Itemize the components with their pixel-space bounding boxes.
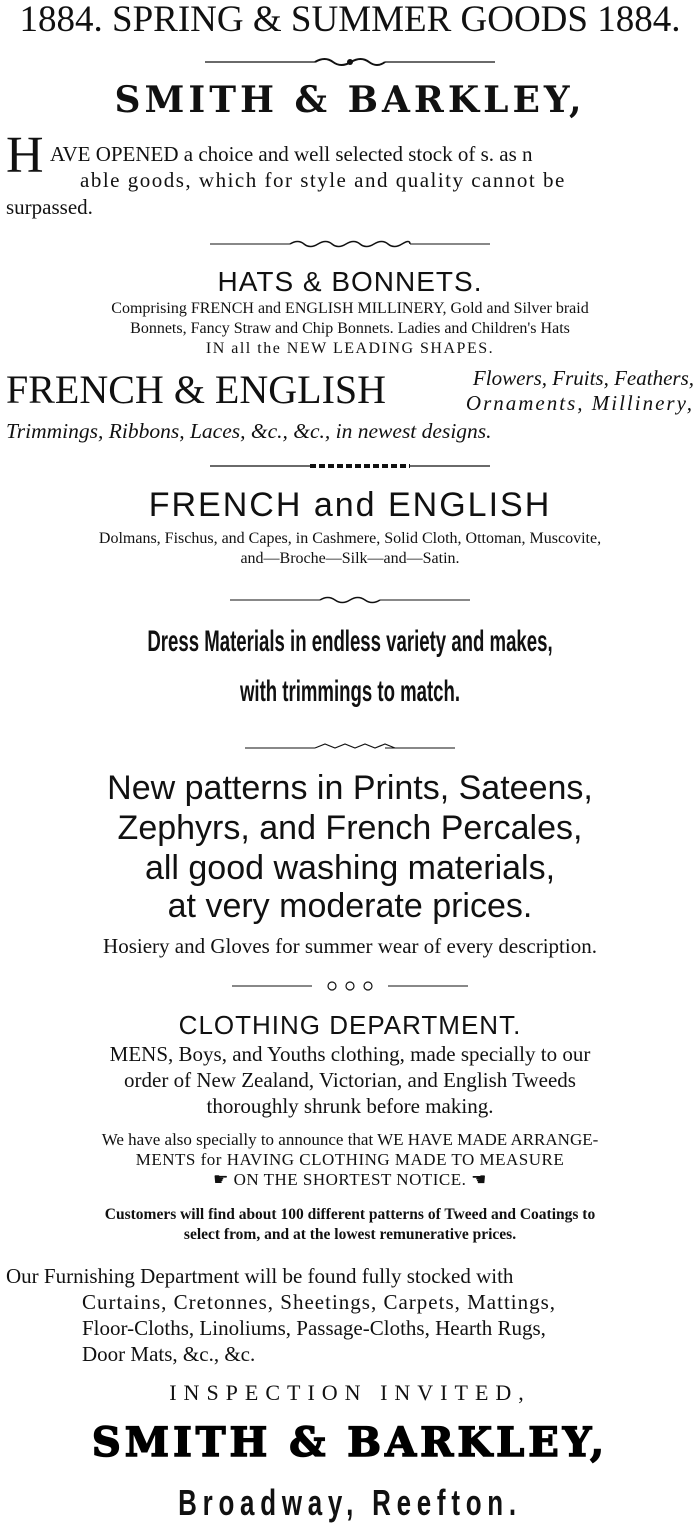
hats-line-1: Comprising FRENCH and ENGLISH MILLINERY, Gold and Silver braid [111, 300, 589, 317]
flowers-line-2: Ornaments, Millinery, [465, 391, 694, 415]
inspection-invited: INSPECTION INVITED, [169, 1380, 531, 1405]
clothing-line-2: order of New Zealand, Victorian, and English Tweeds [124, 1068, 576, 1092]
furnishing-line-2: Curtains, Cretonnes, Sheetings, Carpets, Mattings, [82, 1290, 557, 1314]
dress-line-1: Dress Materials in endless variety and makes, [147, 625, 553, 658]
measure-line-2: MENTS for HAVING CLOTHING MADE TO MEASURE [135, 1150, 565, 1169]
measure-line-1: We have also specially to announce that WE HAVE MADE ARRANGE- [101, 1130, 599, 1149]
clothing-line-1: MENS, Boys, and Youths clothing, made specially to our [109, 1042, 591, 1066]
ornamental-rule-5 [245, 742, 455, 754]
clothing-heading: CLOTHING DEPARTMENT. [178, 1010, 522, 1040]
furnishing-line-3: Floor-Cloths, Linoliums, Passage-Cloths, Hearth Rugs, [82, 1316, 546, 1340]
furnishing-line-1: Our Furnishing Department will be found fully stocked with [6, 1264, 514, 1288]
firm-name-heading: SMITH & BARKLEY, [114, 79, 586, 121]
measure-line-3-wrap [0, 1170, 700, 1190]
prints-line-2: Zephyrs, and French Percales, [117, 809, 583, 847]
pointing-hand-icon: ☚ [471, 1170, 487, 1190]
hats-heading: HATS & BONNETS. [217, 266, 483, 297]
hats-line-2: Bonnets, Fancy Straw and Chip Bonnets. Ladies and Children's Hats [130, 320, 570, 337]
flowers-line-1: Flowers, Fruits, Feathers, [472, 366, 694, 390]
closing-address: Broadway, Reefton. [178, 1482, 522, 1523]
prints-line-1: New patterns in Prints, Sateens, [107, 769, 593, 807]
dolmans-line-1: Dolmans, Fischus, and Capes, in Cashmere, Solid Cloth, Ottoman, Muscovite, [98, 530, 602, 547]
patterns-line-2: select from, and at the lowest remunerative prices. [183, 1226, 517, 1243]
ornamental-rule-6 [232, 980, 468, 992]
french-english-lead: FRENCH & ENGLISH [6, 367, 387, 412]
measure-line-3: ON THE SHORTEST NOTICE. [233, 1170, 467, 1189]
intro-line-2: able goods, which for style and quality cannot be [80, 168, 566, 192]
intro-line-3: surpassed. [6, 195, 93, 219]
hosiery-line: Hosiery and Gloves for summer wear of every description. [103, 934, 597, 958]
ad-header-title: 1884. SPRING & SUMMER GOODS 1884. [19, 0, 681, 40]
ornamental-rule-1 [205, 56, 495, 68]
flowers-line-3: Trimmings, Ribbons, Laces, &c., &c., in newest designs. [6, 419, 492, 443]
prints-line-3: all good washing materials, [144, 849, 556, 887]
intro-drop-cap: H [6, 127, 44, 184]
hats-line-3: IN all the NEW LEADING SHAPES. [205, 340, 495, 357]
ornamental-rule-2 [210, 238, 490, 250]
clothing-line-3: thoroughly shrunk before making. [206, 1094, 494, 1118]
intro-line-1: AVE OPENED a choice and well selected stock of s. as n [50, 142, 533, 166]
pointing-hand-icon: ☛ [213, 1170, 229, 1190]
dress-line-2: with trimmings to match. [239, 675, 461, 708]
prints-line-4: at very moderate prices. [167, 887, 533, 925]
dolmans-line-2: and—Broche—Silk—and—Satin. [240, 550, 460, 567]
furnishing-line-4: Door Mats, &c., &c. [82, 1342, 256, 1366]
patterns-line-1: Customers will find about 100 different patterns of Tweed and Coatings to [104, 1206, 596, 1223]
ornamental-rule-4 [230, 594, 470, 606]
closing-firm-name: SMITH & BARKLEY, [91, 1419, 609, 1466]
ornamental-rule-3 [210, 460, 490, 472]
dolmans-heading: FRENCH and ENGLISH [148, 486, 552, 524]
